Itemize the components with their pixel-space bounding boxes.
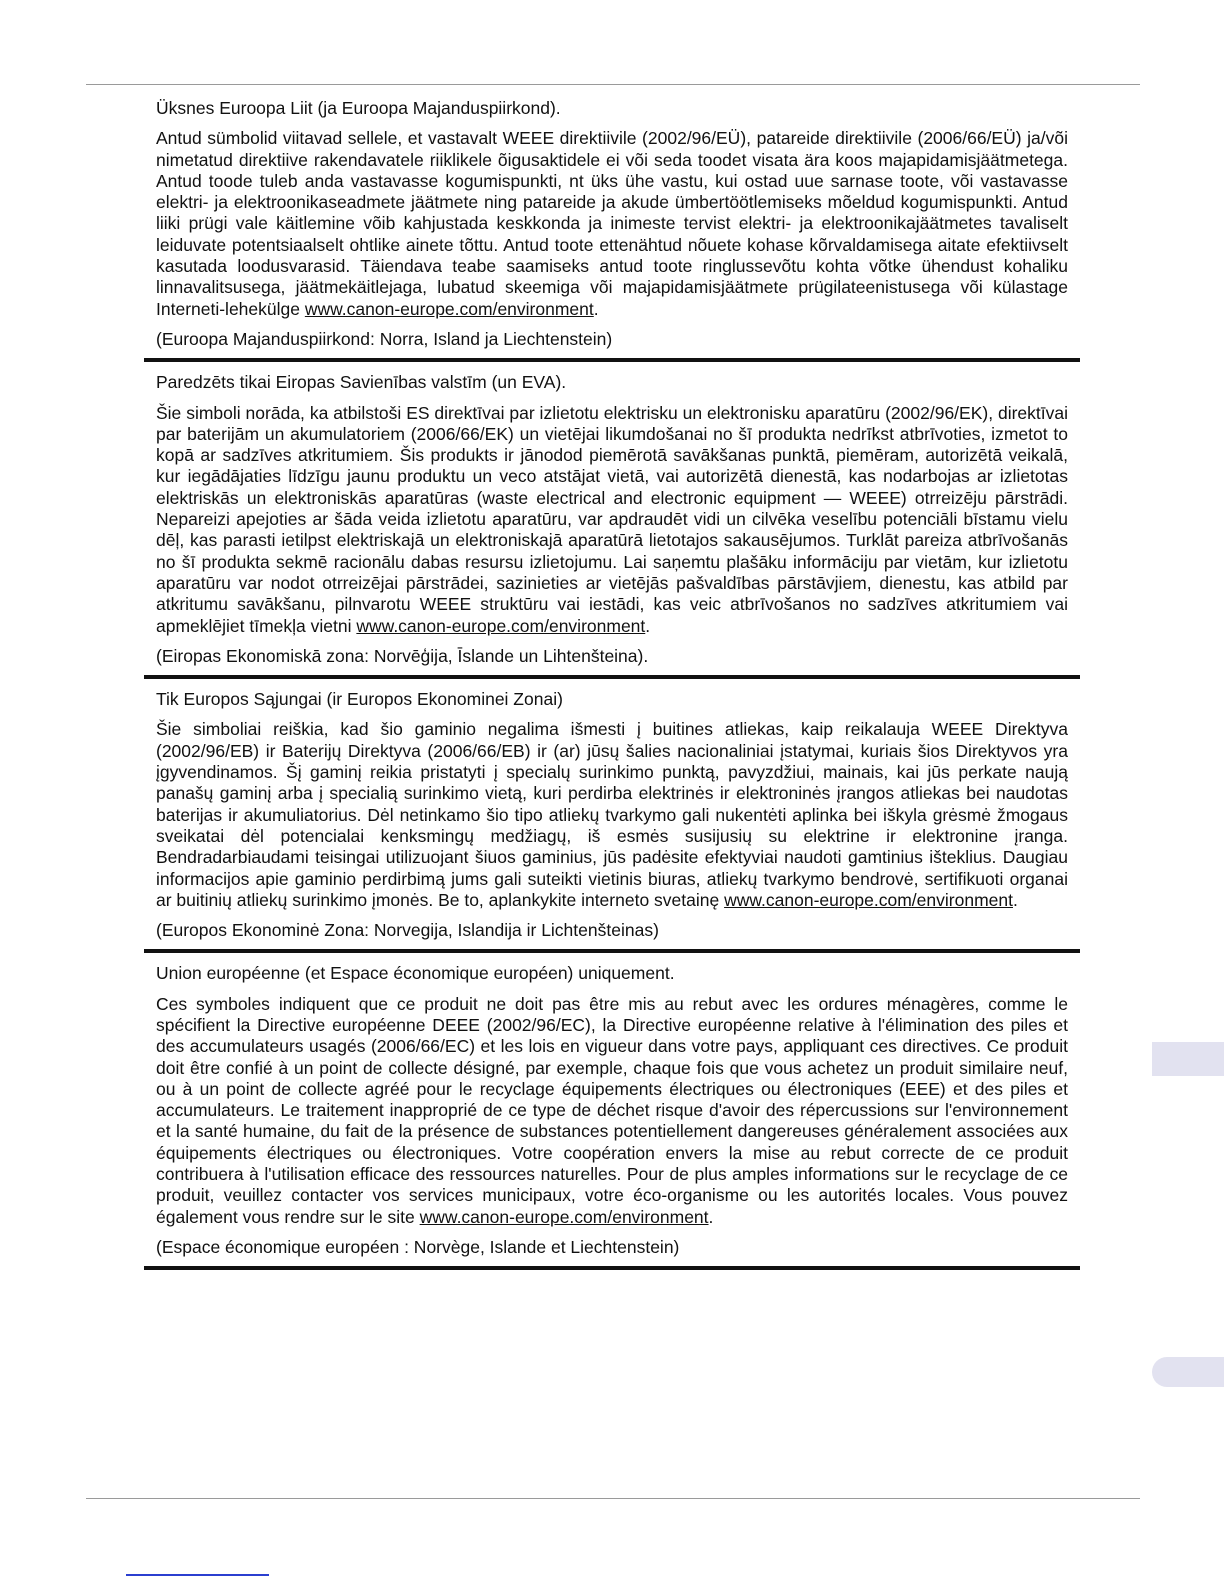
section-footnote: (Euroopa Majanduspiirkond: Norra, Island ja Liechtenstein) bbox=[156, 328, 613, 349]
section-footnote: (Europos Ekonominė Zona: Norvegija, Islandija ir Lichtenšteinas) bbox=[156, 920, 659, 941]
section-latvian bbox=[144, 372, 1080, 667]
body-text: Šie simboli norāda, ka atbilstoši ES direktīvai par izlietotu elektrisku un elektronisku aparatūru (2002/96/EK), direktīvai par baterijām un akumulatoriem (2006/66/EK) un vietējai likumdošanai no šī produkta nedrīkst atbrīvoties, izmetot to kopā ar sadzīves atkritumiem. Šis produkts ir jānodod piemērotā savākšanas punktā, piemēram, autorizētā veikalā, kur iegādājaties līdzīgu jaunu produktu un veco atstājat vietā, vai autorizētā dienestā, kas nodarbojas ar izlietotas elektriskās un elektroniskās aparatūras (waste electrical and electronic equipment — WEEE) otrreizēju pārstrādi. Nepareizi apejoties ar šāda veida izlietotu aparatūru, var apdraudēt vidi un cilvēka veselību potenciāli bīstamu vielu dēļ, kas parasti ietilpst elektriskajā un elektroniskajā aparatūrā lietotajos sakausējumos. Turklāt pareiza atbrīvošanās no šī produkta sekmē racionālu dabas resursu izlietojumu. Lai saņemtu plašāku informāciju par vietām, kur izlietotu aparatūru var nodot otrreizējai pārstrādei, sazinieties ar vietējās pašvaldības pārstāvjiem, dienestu, kas atbild par atkritumu savākšanu, pilnvarotu WEEE struktūru vai iestādi, kas veic atbrīvošanos no sadzīves atkritumiem vai apmeklējiet tīmekļa vietni bbox=[156, 402, 1068, 636]
environment-link[interactable]: www.canon-europe.com/environment bbox=[724, 889, 1013, 910]
environment-link[interactable]: www.canon-europe.com/environment bbox=[419, 1206, 709, 1227]
footer-rule bbox=[86, 1498, 1140, 1499]
body-end: . bbox=[708, 1206, 714, 1227]
section-heading: Paredzēts tikai Eiropas Savienības valstīm (un EVA). bbox=[156, 372, 567, 393]
section-divider bbox=[144, 949, 1080, 953]
section-body bbox=[156, 994, 1068, 1228]
section-divider bbox=[144, 1266, 1080, 1270]
body-text: Antud sümbolid viitavad sellele, et vastavalt WEEE direktiivile (2002/96/EÜ), patareide direktiivile (2006/66/EÜ) ja/või nimetatud direktiive rakendavatele riiklikele õigusaktidele ei või seda toodet visata ära koos majapidamisjäätmetega. Antud toode tuleb anda vastavasse kogumispunkti, nt üks ühe vastu, kui ostad uue sarnase toote, või vastavasse elektri- ja elektroonikaseadmete jäätmete ning patareide ja akude ümbertöötlemiseks mõeldud kogumispunkti. Antud liiki prügi vale käitlemine võib kahjustada keskkonda ja inimeste tervist elektri- ja elektroonikajäätmetes tavaliselt leiduvate potentsiaalselt ohtlike ainete tõttu. Antud toote ettenähtud nõuete kohase kõrvaldamisega aitate efektiivselt kasutada loodusvarasid. Täiendava teabe saamiseks antud toote ringlussevõtu kohta võtke ühendust kohaliku linnavalitsusega, jäätmekäitlejaga, lubatud skeemiga või majapidamisjäätmete prügilateenistusega või külastage Interneti-lehekülge bbox=[156, 128, 1068, 319]
section-body bbox=[156, 403, 1068, 637]
section-heading: Tik Europos Sąjungai (ir Europos Ekonominei Zonai) bbox=[156, 689, 563, 710]
header-rule bbox=[86, 84, 1140, 85]
section-estonian bbox=[144, 98, 1080, 350]
section-divider bbox=[144, 675, 1080, 679]
side-tab-upper[interactable] bbox=[1152, 1042, 1224, 1076]
section-footnote: (Espace économique européen : Norvège, Islande et Liechtenstein) bbox=[156, 1236, 680, 1257]
section-heading: Üksnes Euroopa Liit (ja Euroopa Majanduspiirkond). bbox=[156, 98, 561, 118]
body-text: Ces symboles indiquent que ce produit ne doit pas être mis au rebut avec les ordures ménagères, comme le spécifient la Directive européenne DEEE (2002/96/EC), la Directive européenne relative à l'élimination des piles et des accumulateurs usagés (2006/66/EC) et les lois en vigueur dans votre pays, appliquant ces directives. Ce produit doit être confié à un point de collecte désigné, par exemple, chaque fois que vous achetez un produit similaire neuf, ou à un point de collecte agréé pour le recyclage équipements électriques ou électroniques (EEE) et des piles et accumulateurs. Le traitement inapproprié de ce type de déchet risque d'avoir des répercussions sur l'environnement et la santé humaine, du fait de la présence de substances potentiellement dangereuses généralement associées aux équipements électriques ou électroniques. Votre coopération envers la mise au rebut correcte de ce produit contribuera à l'utilisation efficace des ressources naturelles. Pour de plus amples informations sur le recyclage de ce produit, veuillez contacter vos services municipaux, votre éco-organisme ou les autorités locales. Vous pouvez également vous rendre sur le site bbox=[156, 993, 1068, 1227]
footer-link-underline[interactable] bbox=[126, 1574, 269, 1576]
section-heading: Union européenne (et Espace économique européen) uniquement. bbox=[156, 963, 675, 984]
weee-notices bbox=[144, 98, 1080, 1280]
side-tab-lower[interactable] bbox=[1152, 1357, 1224, 1387]
section-french bbox=[144, 963, 1080, 1258]
section-body bbox=[156, 128, 1068, 320]
body-end: . bbox=[593, 298, 599, 319]
body-text: Šie simboliai reiškia, kad šio gaminio negalima išmesti į buitines atliekas, kaip reikalauja WEEE Direktyva (2002/96/EB) ir Baterijų Direktyva (2006/66/EB) ir (ar) jūsų šalies nacionaliniai įstatymai, kuriais šios Direktyvos yra įgyvendinamos. Šį gaminį reikia pristatyti į specialų surinkimo punktą, pavyzdžiui, mainais, kai jūs perkate naują panašų gaminį arba į specialią surinkimo vietą, kuri perdirba elektrinės ir elektroninės įrangos atliekas bei naudotas baterijas ir akumuliatorius. Dėl netinkamo šio tipo atliekų tvarkymo gali nukentėti aplinka bei iškyla grėsmė žmogaus sveikatai dėl potencialai kenksmingų medžiagų, iš esmės susijusių su elektrine ir elektronine įranga. Bendradarbiaudami teisingai utilizuojant šiuos gaminius, jūs padėsite efektyviai naudoti gamtinius išteklius. Daugiau informacijos apie gaminio perdirbimą jums gali suteikti vietinis biuras, atliekų tvarkymo bendrovė, sertifikuoti organai ar buitinių atliekų surinkimo įmonės. Be to, aplankykite interneto svetainę bbox=[156, 719, 1068, 910]
section-footnote: (Eiropas Ekonomiskā zona: Norvēģija, Īslande un Lihtenšteina). bbox=[156, 645, 649, 666]
environment-link[interactable]: www.canon-europe.com/environment bbox=[356, 615, 646, 636]
environment-link[interactable]: www.canon-europe.com/environment bbox=[304, 298, 594, 319]
section-body bbox=[156, 719, 1068, 911]
section-lithuanian bbox=[144, 689, 1080, 941]
section-divider bbox=[144, 358, 1080, 362]
body-end: . bbox=[645, 615, 651, 636]
body-end: . bbox=[1012, 889, 1018, 910]
